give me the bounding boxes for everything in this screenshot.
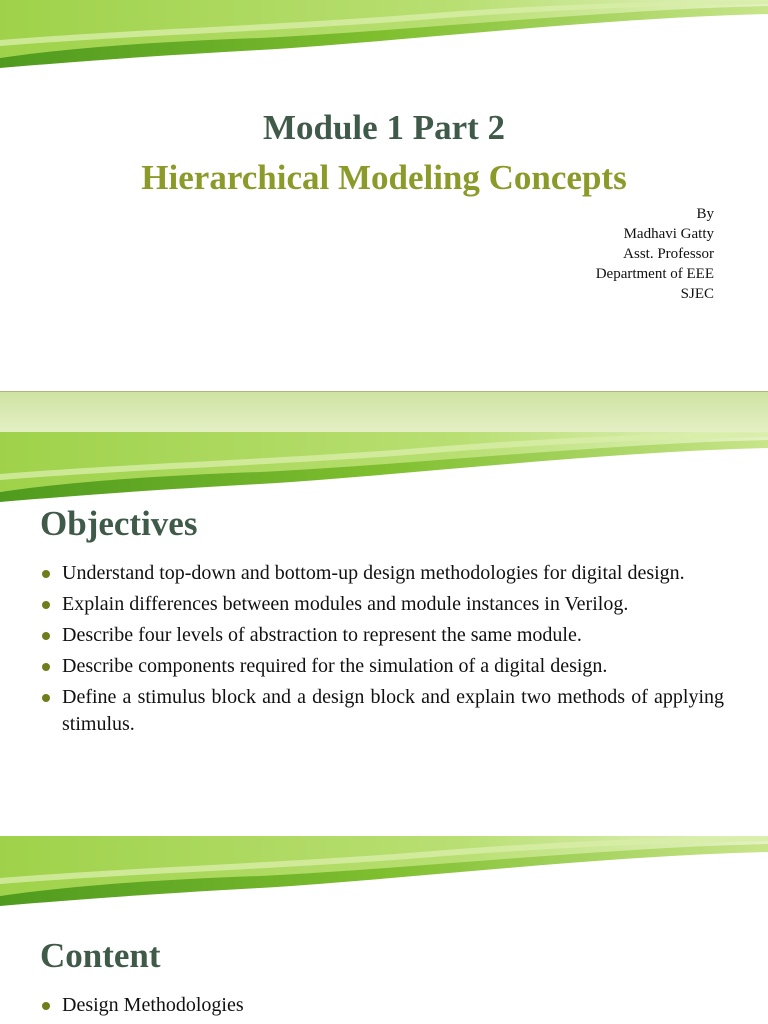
- list-item: [40, 622, 724, 649]
- list-item: [40, 560, 724, 587]
- content-list: [40, 992, 724, 1023]
- bullet-icon: [42, 694, 50, 702]
- author-name: Madhavi Gatty: [623, 226, 714, 242]
- green-wave-banner-icon: [0, 0, 768, 80]
- slide-divider: [0, 391, 768, 436]
- title-slide: [0, 0, 768, 392]
- green-wave-banner-icon: [0, 432, 768, 512]
- slide-subtitle: Hierarchical Modeling Concepts: [141, 158, 627, 197]
- list-item-text: Explain differences between modules and module instances in Verilog.: [62, 593, 629, 615]
- list-item-text: Design Methodologies: [62, 994, 244, 1016]
- bullet-icon: [42, 570, 50, 578]
- list-item: [40, 653, 724, 680]
- list-item-text: Understand top-down and bottom-up design methodologies for digital design.: [62, 562, 685, 584]
- content-slide: [0, 836, 768, 1024]
- list-item: [40, 684, 724, 738]
- list-item-text: Describe four levels of abstraction to represent the same module.: [62, 624, 582, 646]
- bullet-icon: [42, 601, 50, 609]
- list-item: [40, 591, 724, 618]
- green-wave-banner-icon: [0, 836, 768, 916]
- author-institution: SJEC: [680, 286, 714, 302]
- bullet-icon: [42, 663, 50, 671]
- author-department: Department of EEE: [595, 266, 714, 282]
- list-item: [40, 992, 724, 1019]
- objectives-list: [40, 560, 724, 742]
- list-item-text: Describe components required for the simulation of a digital design.: [62, 655, 608, 677]
- slide-title: Module 1 Part 2: [262, 108, 506, 147]
- bullet-icon: [42, 632, 50, 640]
- objectives-heading: Objectives: [40, 504, 198, 543]
- byline-by: By: [696, 206, 714, 222]
- objectives-slide: [0, 432, 768, 836]
- author-position: Asst. Professor: [623, 246, 714, 262]
- list-item-text: Define a stimulus block and a design block and explain two methods of applying stimulus.: [62, 686, 724, 735]
- author-block: [596, 204, 714, 304]
- content-heading: Content: [40, 936, 161, 975]
- bullet-icon: [42, 1002, 50, 1010]
